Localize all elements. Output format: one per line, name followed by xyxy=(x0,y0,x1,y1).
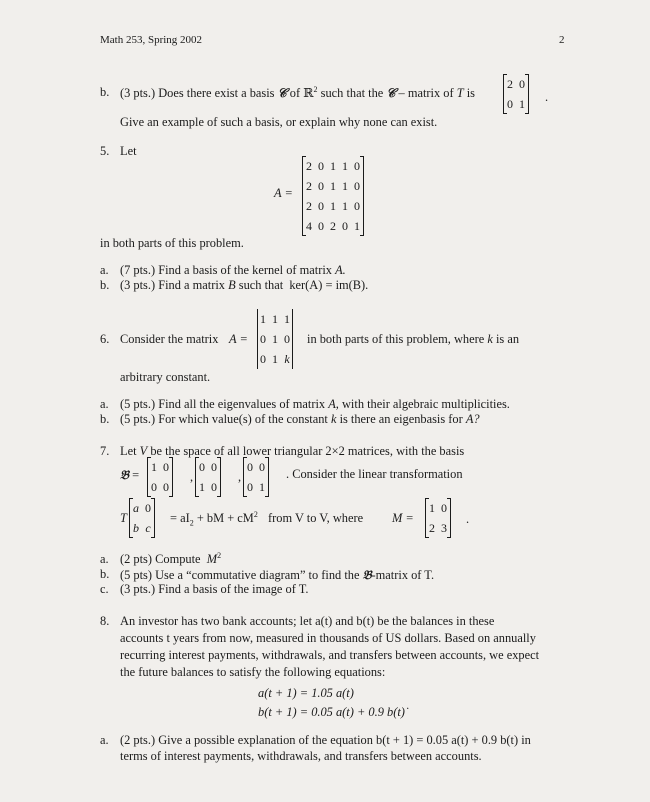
problem-7c-text: (3 pts.) Find a basis of the image of T. xyxy=(120,582,309,596)
problem-7-basis-matrix-3: 0 0 0 1 xyxy=(244,457,268,497)
problem-7c-label: c. xyxy=(100,582,109,596)
problem-5-number: 5. xyxy=(100,144,110,158)
problem-6-A-eq: A = xyxy=(229,332,248,346)
problem-6-text-1: Consider the matrix xyxy=(120,332,219,346)
problem-8-eq2: b(t + 1) = 0.05 a(t) + 0.9 b(t)˙ xyxy=(258,705,410,719)
problem-6-line2: arbitrary constant. xyxy=(120,370,211,384)
problem-7-M-eq: M = xyxy=(392,511,414,525)
problem-5-A-eq: A = xyxy=(274,186,293,200)
problem-6-number: 6. xyxy=(100,332,110,346)
problem-7-text-1: Let V be the space of all lower triangular 2×2 matrices, with the basis xyxy=(120,444,465,458)
problem-8-line3: recurring interest payments, withdrawals, and transfers between accounts, we expect xyxy=(120,648,540,662)
problem-7b-text: (5 pts) Use a “commutative diagram” to find the 𝔅-matrix of T. xyxy=(120,567,435,582)
problem-5-after: in both parts of this problem. xyxy=(100,236,244,250)
problem-4b-line2: Give an example of such a basis, or explain why none can exist. xyxy=(120,115,438,129)
problem-6b-text: (5 pts.) For which value(s) of the constant k is there an eigenbasis for A? xyxy=(120,412,480,426)
problem-6-matrix: 1 1 1 0 1 0 0 1 k xyxy=(257,309,293,369)
problem-7-M-matrix: 1 0 2 3 xyxy=(426,498,450,538)
problem-7a-label: a. xyxy=(100,552,109,566)
problem-4b-text: (3 pts.) Does there exist a basis 𝒞 of ℝ$^2$ such that the 𝒞 – matrix of T is xyxy=(120,84,475,100)
problem-5b-text: (3 pts.) Find a matrix B such that ker(A) = im(B). xyxy=(120,278,369,292)
problem-4b-label: b. xyxy=(100,85,110,99)
problem-8a-text-2: terms of interest payments, withdrawals, and transfers between accounts. xyxy=(120,749,482,763)
problem-7-T-matrix: a 0 b c xyxy=(130,498,154,538)
problem-7-text-4: from V to V, where xyxy=(268,511,364,525)
problem-6b-label: b. xyxy=(100,412,110,426)
page-number: 2 xyxy=(559,34,565,46)
problem-7b-label: b. xyxy=(100,567,110,581)
problem-7-number: 7. xyxy=(100,444,110,458)
problem-5-lead: Let xyxy=(120,144,137,158)
problem-7-T: T xyxy=(120,511,127,525)
problem-5a-text: (7 pts.) Find a basis of the kernel of matrix A. xyxy=(120,263,346,277)
problem-8-number: 8. xyxy=(100,614,110,628)
problem-8a-label: a. xyxy=(100,733,109,747)
problem-6a-label: a. xyxy=(100,397,109,411)
problem-7-text-3: . Consider the linear transformation xyxy=(286,467,463,481)
problem-8-line1: An investor has two bank accounts; let a(t) and b(t) be the balances in these xyxy=(120,614,495,628)
problem-5b-label: b. xyxy=(100,278,110,292)
problem-7-basis-matrix-1: 1 0 0 0 xyxy=(148,457,172,497)
problem-7-basis-label: 𝔅 = xyxy=(120,467,140,482)
problem-8-line4: the future balances to satisfy the following equations: xyxy=(120,665,386,679)
problem-7a-text: (2 pts) Compute $M^2$ xyxy=(120,550,222,566)
problem-6a-text: (5 pts.) Find all the eigenvalues of matrix A, with their algebraic multiplicities. xyxy=(120,397,510,411)
problem-4b-matrix: 2 0 0 1 xyxy=(504,74,528,114)
problem-8-line2: accounts t years from now, measured in thousands of US dollars. Based on annually xyxy=(120,631,536,645)
problem-8a-text: (2 pts.) Give a possible explanation of the equation b(t + 1) = 0.05 a(t) + 0.9 b(t) in xyxy=(120,733,531,747)
problem-5a-label: a. xyxy=(100,263,109,277)
problem-7-formula: = $aI_2$ + bM + $cM^2$ xyxy=(170,509,258,528)
problem-7-basis-matrix-2: 0 0 1 0 xyxy=(196,457,220,497)
problem-6-text-2: in both parts of this problem, where k is an xyxy=(307,332,520,346)
problem-5-matrix: 2 0 1 1 0 2 0 1 1 0 2 0 1 1 0 4 0 2 0 1 xyxy=(303,156,363,236)
course-header: Math 253, Spring 2002 xyxy=(100,34,203,46)
problem-8-eq1: a(t + 1) = 1.05 a(t) xyxy=(258,686,354,700)
